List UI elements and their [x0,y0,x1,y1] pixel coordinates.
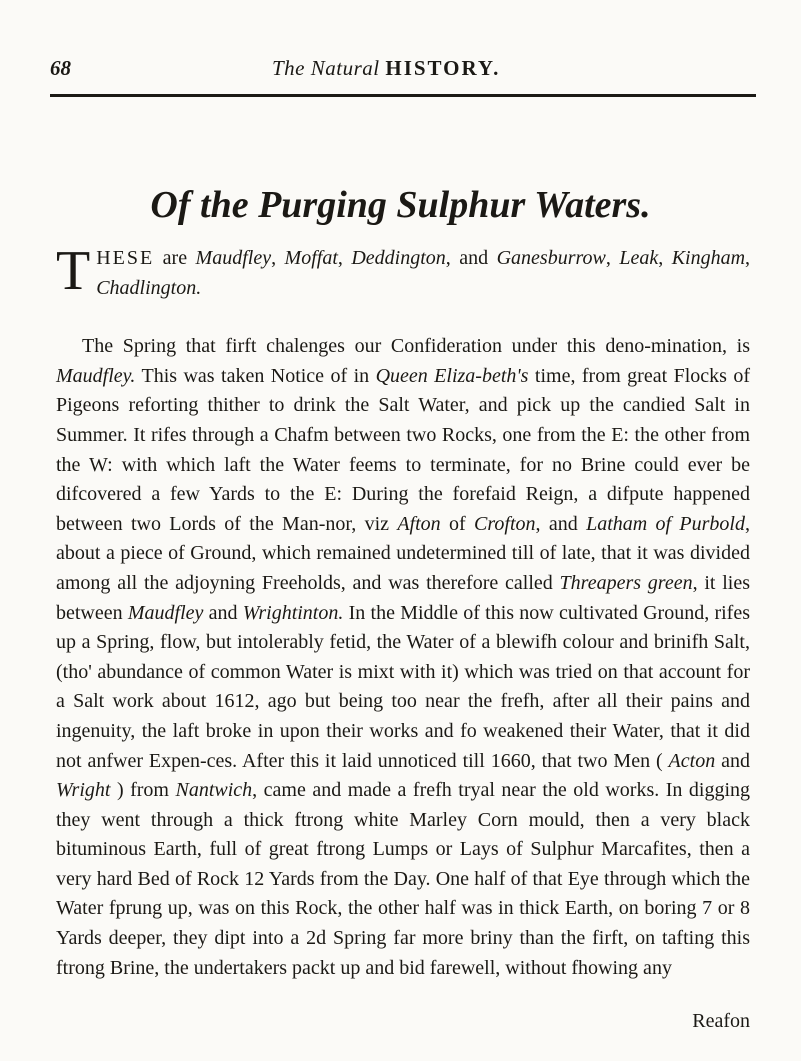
catchword: Reafon [692,1010,750,1032]
text-run: This was taken Notice of in [135,364,376,387]
running-title [272,56,500,81]
text-run: In the Middle of this now cultivated Ground, rifes up a Spring, flow, but intolerably fetid, the Water of a blewifh colour and brinifh Salt, (tho' abundance of common Water is mixt with it) which was tried on that account for a Salt work about 1612, ago but being too near the frefh, after all their pains and ingenuity, the laft broke in upon their works and fo weakened their Water, that it did not anfwer Expen-ces. After this it laid unnoticed till 1660, that two Men ( [56,601,750,772]
place-name: Ganesburrow [496,247,606,269]
text-run: , [271,247,285,269]
italic-run: Maudfley. [56,364,136,387]
paragraph-1 [56,240,751,303]
paragraph-2 [56,332,750,983]
text-run: , it lies between [56,571,750,624]
text-run: The Spring that firft chalenges our Confideration under this deno-mination, is [82,335,750,358]
text-run: , came and made a frefh tryal near the old works. In digging they went through a thick ftrong white Marley Corn mould, then a very black bituminous Earth, full of great ftrong Lumps or Lays of Sulphur Marcafites, then a very hard Bed of Rock 12 Yards from the Day. One half of that Eye through which the Water fprung up, was on this Rock, the other half was in thick Earth, on boring 7 or 8 Yards deeper, they dipt into a 2d Spring far more briny than the firft, on tafting this ftrong Brine, the undertakers packt up and bid farewell, without fhowing any [56,779,750,979]
text-run: , [745,247,751,269]
italic-run: Afton [397,512,441,535]
italic-run: Crofton [474,512,536,535]
italic-run: Latham of Purbold [586,512,745,535]
text-run: , and [445,247,497,269]
italic-run: Queen Eliza-beth's [375,364,529,387]
place-name: Maudfley [195,247,272,269]
text-run: and [715,749,750,772]
italic-run: Nantwich [175,779,253,802]
running-head [50,56,750,86]
section-title: Of the Purging Sulphur Waters. [150,184,651,226]
text-run: ) from [110,779,176,802]
running-title-italic: The Natural [272,56,380,80]
text-run: , [337,247,352,269]
italic-run: Wright [56,779,111,802]
body-text [56,240,751,983]
italic-run: Maudfley [127,601,204,624]
text-run: , [658,247,672,269]
italic-run: Threapers green [559,571,693,594]
text-run: , about a piece of Ground, which remained undetermined till of late, that it was divided among all the adjoyning Freeholds, and was therefore called [56,512,750,594]
running-title-caps: HISTORY. [385,56,501,80]
place-name: Moffat [284,247,338,269]
text-run: , [605,247,620,269]
page-number: 68 [50,56,71,80]
header-rule [50,94,756,97]
lead-word: HESE [96,247,155,269]
italic-run: Acton [668,749,716,772]
drop-cap: T [56,240,91,302]
text-run: and [203,601,243,624]
text-run: are [154,247,196,269]
text-run: , and [535,512,587,535]
italic-run: Wrightinton. [242,601,344,624]
text-run: time, from great Flocks of Pigeons reforting thither to drink the Salt Water, and pick up the candied Salt in Summer. It rifes through a Chafm between two Rocks, one from the E: the other from the W: with which laft the Water feems to terminate, for no Brine could ever be difcovered a few Yards to the E: During the forefaid Reign, a difpute happened between two Lords of the Man-nor, viz [56,364,750,535]
text-run: of [440,512,475,535]
place-name: Leak [619,247,659,269]
place-name: Chadlington. [96,276,202,299]
place-name: Deddington [351,247,446,269]
place-name: Kingham [671,247,746,269]
